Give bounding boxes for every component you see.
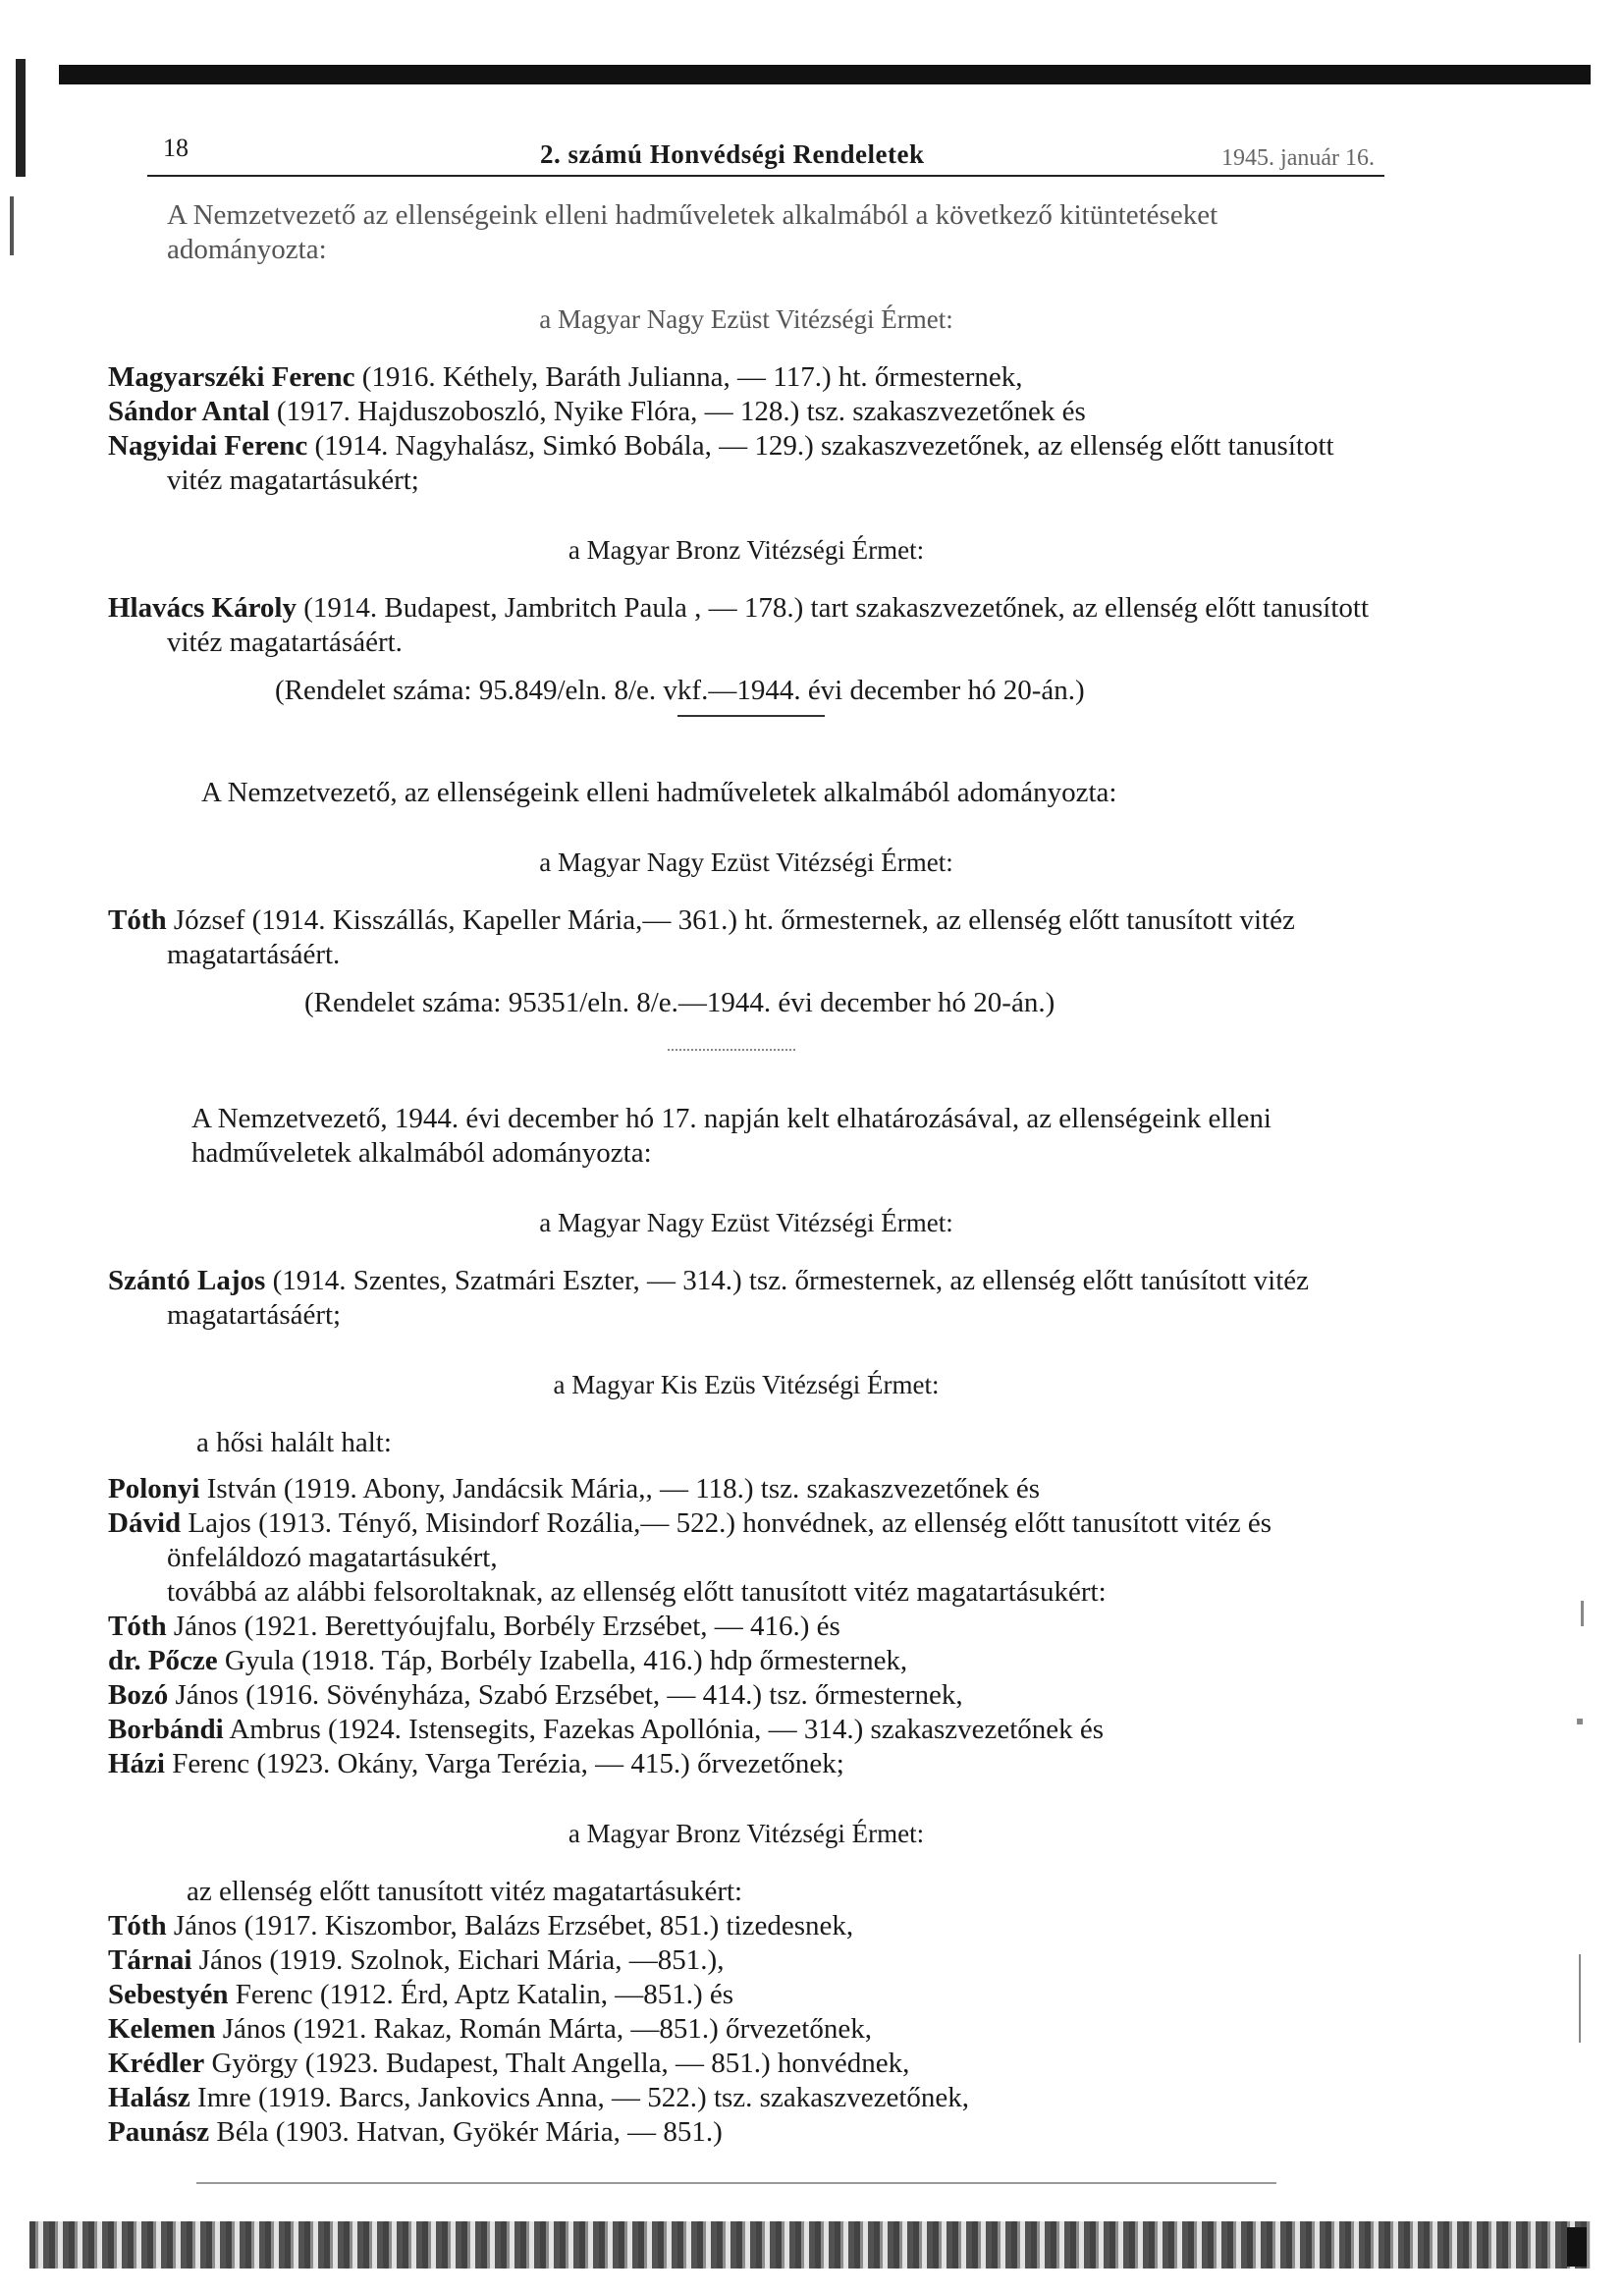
recipient-details: János (1917. Kiszombor, Balázs Erzsébet, 851.) tizedesnek, xyxy=(173,1910,854,1941)
publication-title: 2. számú Honvédségi Rendeletek xyxy=(540,139,925,169)
subheading: az ellenség előtt tanusított vitéz magatartásukért: xyxy=(187,1876,743,1907)
recipient-details: (1917. Hajduszoboszló, Nyike Flóra, — 128.) tsz. szakaszvezetőnek és xyxy=(276,396,1086,427)
scan-speck xyxy=(1577,1719,1583,1724)
section-divider xyxy=(668,1049,795,1051)
page-header xyxy=(147,130,1384,177)
recipient-details: Lajos (1913. Tényő, Misindorf Rozália,— 522.) honvédnek, az ellenség előtt tanusított vitéz és önfeláldozó magatartásukért, xyxy=(167,1507,1272,1573)
recipient-name: Paunász xyxy=(108,2116,210,2148)
medal-heading: a Magyar Kis Ezüs Vitézségi Érmet: xyxy=(553,1370,940,1399)
medal-heading: a Magyar Nagy Ezüst Vitézségi Érmet: xyxy=(539,304,953,334)
recipient-details: János (1921. Berettyóujfalu, Borbély Erzsébet, — 416.) és xyxy=(173,1611,840,1642)
award-entry xyxy=(108,360,1384,395)
section-intro: A Nemzetvezető, 1944. évi december hó 17. napján kelt elhatározásával, az ellenségeink elleni hadműveletek alkalmából adományozta: xyxy=(191,1103,1271,1169)
award-list xyxy=(108,591,1384,660)
award-list xyxy=(108,1909,1384,2150)
award-entry xyxy=(108,903,1384,972)
medal-heading: a Magyar Bronz Vitézségi Érmet: xyxy=(568,1819,925,1848)
award-entry xyxy=(108,1678,1384,1713)
recipient-details: Gyula (1918. Táp, Borbély Izabella, 416.) hdp őrmesternek, xyxy=(224,1645,908,1676)
recipient-name: Sándor Antal xyxy=(108,396,270,427)
award-entry xyxy=(108,1644,1384,1678)
recipient-details: Ferenc (1923. Okány, Varga Terézia, — 415.) őrvezetőnek; xyxy=(172,1748,844,1779)
recipient-name: Halász xyxy=(108,2082,190,2113)
recipient-name: Nagyidai Ferenc xyxy=(108,430,308,462)
award-list xyxy=(108,1472,1384,1781)
section-divider xyxy=(677,715,825,717)
recipient-name: Hlavács Károly xyxy=(108,592,297,624)
recipient-details: Imre (1919. Barcs, Jankovics Anna, — 522.) tsz. szakaszvezetőnek, xyxy=(197,2082,970,2113)
award-entry xyxy=(108,1747,1384,1781)
recipient-name: Bozó xyxy=(108,1679,169,1711)
scan-noise-line xyxy=(196,2182,1276,2184)
recipient-details: Ferenc (1912. Érd, Aptz Katalin, —851.) és xyxy=(235,1979,734,2010)
award-entry xyxy=(108,2081,1384,2115)
section-intro: A Nemzetvezető, az ellenségeink elleni hadműveletek alkalmából adományozta: xyxy=(201,777,1117,808)
award-entry xyxy=(108,1264,1384,1333)
award-entry xyxy=(108,2012,1384,2047)
scan-edge-mark xyxy=(10,196,14,255)
award-entry xyxy=(108,591,1384,660)
decree-reference: (Rendelet száma: 95.849/eln. 8/e. vkf.—1944. évi december hó 20-án.) xyxy=(275,675,1085,706)
section-3 xyxy=(108,1102,1384,2150)
recipient-name: Tárnai xyxy=(108,1944,192,1976)
issue-date: 1945. január 16. xyxy=(1221,145,1375,171)
award-list xyxy=(108,903,1384,972)
continuation-note: továbbá az alábbi felsoroltaknak, az ellenség előtt tanusított vitéz magatartásukért: xyxy=(167,1576,1107,1608)
recipient-details: József (1914. Kisszállás, Kapeller Mária,— 361.) ht. őrmesternek, az ellenség előtt tanusított vitéz magatartásáért. xyxy=(167,904,1295,970)
recipient-name: Sebestyén xyxy=(108,1979,229,2010)
recipient-name: Magyarszéki Ferenc xyxy=(108,361,355,393)
recipient-details: János (1921. Rakaz, Román Márta, —851.) őrvezetőnek, xyxy=(222,2013,872,2045)
recipient-name: Házi xyxy=(108,1748,165,1779)
scan-border-top xyxy=(59,65,1591,84)
scan-speck xyxy=(1579,1954,1581,2043)
recipient-name: Kelemen xyxy=(108,2013,216,2045)
recipient-name: Tóth xyxy=(108,1910,167,1941)
award-entry xyxy=(108,1713,1384,1747)
section-intro: A Nemzetvezető az ellenségeink elleni hadműveletek alkalmából a következő kitüntetéseket adományozta: xyxy=(167,199,1218,265)
recipient-details: György (1923. Budapest, Thalt Angella, — 851.) honvédnek, xyxy=(211,2048,910,2079)
award-list xyxy=(108,1264,1384,1333)
award-entry xyxy=(108,1610,1384,1644)
recipient-details: István (1919. Abony, Jandácsik Mária,, — 118.) tsz. szakaszvezetőnek és xyxy=(206,1473,1040,1504)
recipient-details: (1914. Budapest, Jambritch Paula , — 178.) tart szakaszvezetőnek, az ellenség előtt tanusított vitéz magatartásáért. xyxy=(167,592,1370,658)
recipient-details: Béla (1903. Hatvan, Gyökér Mária, — 851.) xyxy=(216,2116,723,2148)
scan-speck xyxy=(1581,1601,1584,1626)
award-entry xyxy=(108,2115,1384,2150)
scan-corner-mark xyxy=(1567,2227,1587,2267)
medal-heading: a Magyar Bronz Vitézségi Érmet: xyxy=(568,535,925,565)
recipient-details: János (1916. Sövényháza, Szabó Erzsébet, — 414.) tsz. őrmesternek, xyxy=(175,1679,963,1711)
award-entry xyxy=(108,395,1384,429)
recipient-details: (1914. Szentes, Szatmári Eszter, — 314.) tsz. őrmesternek, az ellenség előtt tanúsított vitéz magatartásáért; xyxy=(167,1265,1309,1331)
section-2 xyxy=(108,776,1384,1020)
award-entry xyxy=(108,429,1384,498)
scan-border-bottom xyxy=(29,2221,1591,2269)
scan-edge-mark xyxy=(16,59,26,177)
section-1 xyxy=(108,198,1384,708)
award-list xyxy=(108,360,1384,498)
award-entry xyxy=(108,2047,1384,2081)
subheading: a hősi halált halt: xyxy=(196,1427,392,1458)
recipient-name: dr. Pőcze xyxy=(108,1645,218,1676)
recipient-name: Tóth xyxy=(108,904,167,936)
recipient-name: Dávid xyxy=(108,1507,182,1539)
recipient-name: Tóth xyxy=(108,1611,167,1642)
recipient-details: János (1919. Szolnok, Eichari Mária, —851.), xyxy=(198,1944,725,1976)
recipient-name: Szántó Lajos xyxy=(108,1265,266,1296)
medal-heading: a Magyar Nagy Ezüst Vitézségi Érmet: xyxy=(539,1208,953,1237)
medal-heading: a Magyar Nagy Ezüst Vitézségi Érmet: xyxy=(539,847,953,877)
award-entry xyxy=(108,1909,1384,1943)
page-number: 18 xyxy=(163,134,189,162)
award-entry xyxy=(108,1978,1384,2012)
award-entry xyxy=(108,1943,1384,1978)
award-entry xyxy=(108,1472,1384,1506)
award-entry xyxy=(108,1506,1384,1575)
decree-reference: (Rendelet száma: 95351/eln. 8/e.—1944. évi december hó 20-án.) xyxy=(304,987,1055,1018)
recipient-name: Polonyi xyxy=(108,1473,200,1504)
recipient-name: Borbándi xyxy=(108,1714,224,1745)
recipient-details: Ambrus (1924. Istensegits, Fazekas Apollónia, — 314.) szakaszvezetőnek és xyxy=(229,1714,1105,1745)
recipient-details: (1914. Nagyhalász, Simkó Bobála, — 129.) szakaszvezetőnek, az ellenség előtt tanusított vitéz magatartásukért; xyxy=(167,430,1334,496)
recipient-details: (1916. Kéthely, Baráth Julianna, — 117.) ht. őrmesternek, xyxy=(361,361,1023,393)
recipient-name: Krédler xyxy=(108,2048,205,2079)
